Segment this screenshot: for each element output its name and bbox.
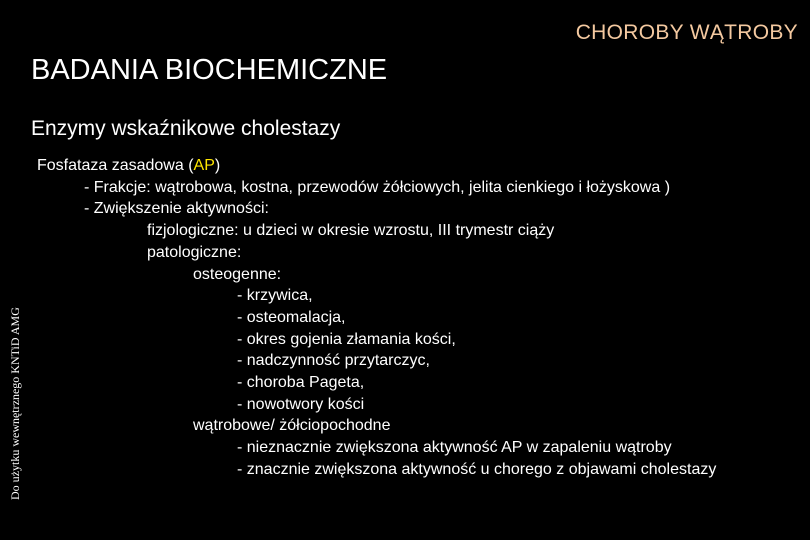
list-item: - znacznie zwiększona aktywność u chorego z objawami cholestazy (237, 460, 717, 478)
list-item: - osteomalacja, (237, 308, 346, 326)
body-line-osteogenic: osteogenne: (193, 265, 282, 283)
body-line-hepatic: wątrobowe/ żółciopochodne (193, 417, 391, 435)
body-line-pathological: patologiczne: (147, 243, 242, 261)
enzyme-abbreviation: AP (193, 157, 215, 174)
body-line-fractions: - Frakcje: wątrobowa, kostna, przewodów żółciowych, jelita cienkiego i łożyskowa ) (84, 178, 671, 196)
slide-body (37, 155, 716, 481)
body-line-increase: - Zwiększenie aktywności: (84, 200, 269, 218)
enzyme-name: Fosfataza zasadowa ( (37, 157, 194, 174)
list-item: - nieznacznie zwiększona aktywność AP w zapaleniu wątroby (237, 439, 672, 457)
slide-subtitle: Enzymy wskaźnikowe cholestazy (31, 117, 341, 140)
list-item: - okres gojenia złamania kości, (237, 330, 456, 348)
topic-heading: CHOROBY WĄTROBY (575, 21, 798, 44)
list-item: - choroba Pageta, (237, 374, 365, 392)
enzyme-close: ) (214, 157, 221, 174)
side-note: Do użytku wewnętrznego KNTiD AMG (8, 307, 22, 500)
slide-title: BADANIA BIOCHEMICZNE (31, 54, 388, 86)
list-item: - nowotwory kości (237, 395, 365, 413)
body-line-physiological: fizjologiczne: u dzieci w okresie wzrostu, III trymestr ciąży (147, 222, 555, 240)
body-line-enzyme (37, 155, 716, 177)
list-item: - krzywica, (237, 287, 313, 305)
list-item: - nadczynność przytarczyc, (237, 352, 430, 370)
